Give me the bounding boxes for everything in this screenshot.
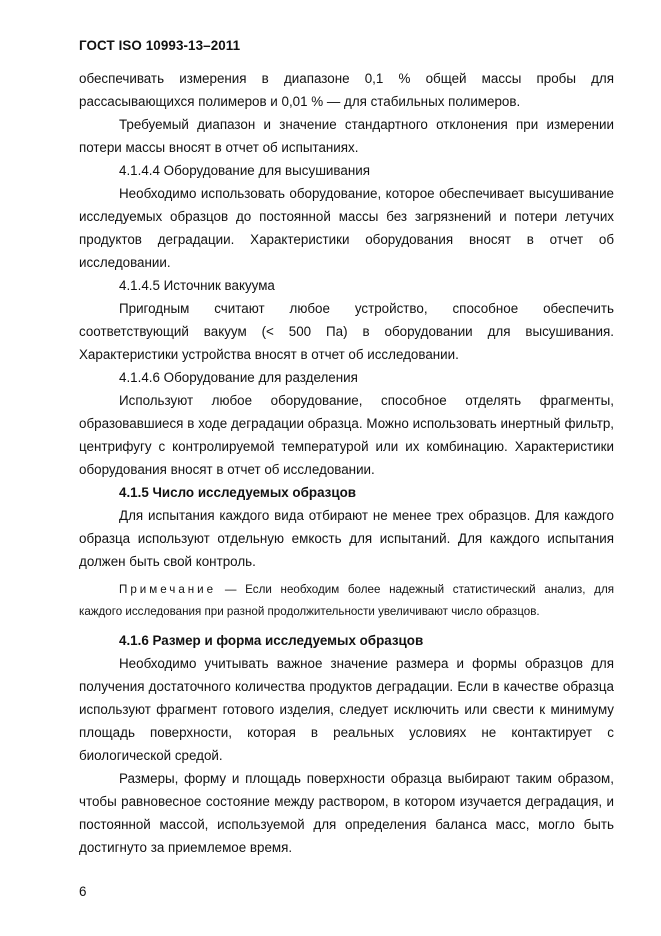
heading-4-1-4-6: 4.1.4.6 Оборудование для разделения bbox=[119, 370, 358, 385]
heading-4-1-6: 4.1.6 Размер и форма исследуемых образцов bbox=[119, 633, 424, 648]
page-number: 6 bbox=[79, 884, 87, 899]
paragraph-vacuum-source: Пригодным считают любое устройство, способное обеспечить соответствующий вакуум (< 500 Па) в оборудовании для высушивания. Характеристики устройства вносят в отчет об исследовании. bbox=[79, 301, 614, 362]
heading-4-1-4-4: 4.1.4.4 Оборудование для высушивания bbox=[119, 163, 370, 178]
paragraph-sample-count: Для испытания каждого вида отбирают не менее трех образцов. Для каждого образца используют отдельную емкость для испытаний. Для каждого испытания должен быть свой контроль. bbox=[79, 508, 614, 569]
paragraph-std-deviation: Требуемый диапазон и значение стандартного отклонения при измерении потери массы вносят в отчет об испытаниях. bbox=[79, 117, 614, 155]
paragraph-drying-equipment: Необходимо использовать оборудование, которое обеспечивает высушивание исследуемых образцов до постоянной массы без загрязнений и потери летучих продуктов деградации. Характеристики оборудования вносят в отчет об исследовании. bbox=[79, 186, 614, 270]
heading-4-1-5: 4.1.5 Число исследуемых образцов bbox=[119, 485, 356, 500]
note-text: — Если необходим более надежный статистический анализ, для каждого исследования при разной продолжительности увеличивают число образцов. bbox=[79, 583, 614, 618]
document-body bbox=[79, 67, 614, 859]
heading-4-1-4-5: 4.1.4.5 Источник вакуума bbox=[119, 278, 275, 293]
paragraph-sample-dimensions: Размеры, форму и площадь поверхности образца выбирают таким образом, чтобы равновесное состояние между раствором, в котором изучается деградация, и постоянной массой, используемой для определения баланса масс, могло быть достигнуто за приемлемое время. bbox=[79, 771, 614, 855]
paragraph-separation-equipment: Используют любое оборудование, способное отделять фрагменты, образовавшиеся в ходе деградации образца. Можно использовать инертный фильтр, центрифугу с контролируемой температурой или их комбинацию. Характеристики оборудования вносят в отчет об исследовании. bbox=[79, 393, 614, 477]
paragraph-measurement-range: обеспечивать измерения в диапазоне 0,1 % общей массы пробы для рассасывающихся полимеров и 0,01 % — для стабильных полимеров. bbox=[79, 71, 614, 109]
paragraph-sample-size-shape: Необходимо учитывать важное значение размера и формы образцов для получения достаточного количества продуктов деградации. Если в качестве образца используют фрагмент готового изделия, следует исключить или свести к минимуму площадь поверхности, которая в реальных условиях не контактирует с биологической средой. bbox=[79, 656, 614, 763]
note-label: Примечание bbox=[119, 583, 217, 596]
document-header: ГОСТ ISO 10993-13–2011 bbox=[79, 38, 241, 53]
note bbox=[79, 579, 614, 623]
